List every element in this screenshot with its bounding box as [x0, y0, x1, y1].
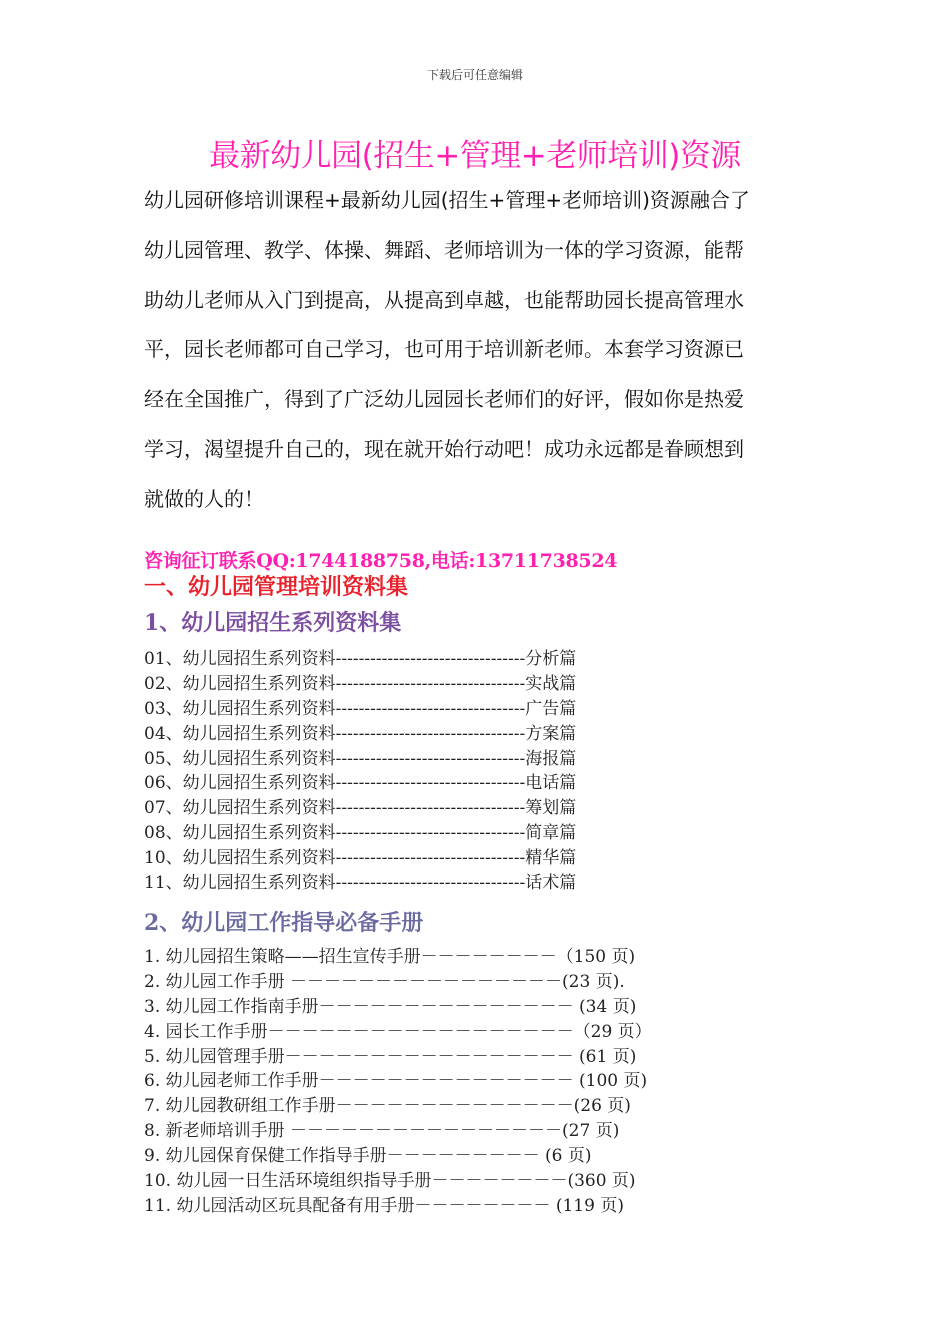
list-item: 03、幼儿园招生系列资料---------------------------------广告篇 [144, 698, 577, 719]
contact-info: 咨询征订联系QQ:1744188758,电话:13711738524 [144, 550, 618, 572]
list-item: 4. 园长工作手册－－－－－－－－－－－－－－－－－－（29 页） [144, 1021, 652, 1042]
list-item: 02、幼儿园招生系列资料---------------------------------实战篇 [144, 673, 577, 694]
subsection-heading-enrollment: 1、幼儿园招生系列资料集 [144, 610, 402, 636]
list-item: 1. 幼儿园招生策略——招生宣传手册－－－－－－－－（150 页) [144, 947, 636, 967]
list-item: 6. 幼儿园老师工作手册－－－－－－－－－－－－－－－ (100 页) [144, 1071, 648, 1092]
list-item: 01、幼儿园招生系列资料---------------------------------分析篇 [144, 649, 577, 669]
list-item: 06、幼儿园招生系列资料---------------------------------电话篇 [144, 773, 577, 794]
intro-line: 就做的人的！ [144, 486, 264, 511]
list-item: 9. 幼儿园保育保健工作指导手册－－－－－－－－－ (6 页) [144, 1146, 592, 1167]
list-item: 05、幼儿园招生系列资料---------------------------------海报篇 [144, 748, 577, 769]
document-title: 最新幼儿园(招生+管理+老师培训)资源 [209, 138, 741, 174]
list-item: 04、幼儿园招生系列资料---------------------------------方案篇 [144, 723, 577, 744]
intro-line: 幼儿园研修培训课程+最新幼儿园(招生+管理+老师培训)资源融合了 [144, 188, 750, 212]
list-item: 11、幼儿园招生系列资料---------------------------------话术篇 [144, 873, 577, 894]
list-item: 5. 幼儿园管理手册－－－－－－－－－－－－－－－－－ (61 页) [144, 1046, 637, 1067]
intro-line: 幼儿园管理、教学、体操、舞蹈、老师培训为一体的学习资源，能帮 [144, 237, 744, 262]
list-item: 3. 幼儿园工作指南手册－－－－－－－－－－－－－－－ (34 页) [144, 996, 637, 1017]
subsection-heading-handbooks: 2、幼儿园工作指导必备手册 [144, 910, 424, 936]
list-item: 10、幼儿园招生系列资料---------------------------------精华篇 [144, 848, 577, 869]
intro-line: 助幼儿老师从入门到提高，从提高到卓越，也能帮助园长提高管理水 [144, 287, 744, 312]
list-item: 11. 幼儿园活动区玩具配备有用手册－－－－－－－－ (119 页) [144, 1195, 624, 1216]
list-item: 07、幼儿园招生系列资料---------------------------------筹划篇 [144, 798, 577, 819]
list-item: 7. 幼儿园教研组工作手册－－－－－－－－－－－－－－(26 页) [144, 1096, 631, 1117]
handbook-list [144, 945, 652, 1219]
intro-line: 平，园长老师都可自己学习，也可用于培训新老师。本套学习资源已 [144, 337, 744, 362]
list-item: 10. 幼儿园一日生活环境组织指导手册－－－－－－－－(360 页) [144, 1171, 636, 1192]
intro-line: 学习，渴望提升自己的，现在就开始行动吧！成功永远都是眷顾想到 [144, 436, 744, 461]
intro-line: 经在全国推广，得到了广泛幼儿园园长老师们的好评，假如你是热爱 [144, 387, 744, 412]
list-item: 8. 新老师培训手册 －－－－－－－－－－－－－－－－(27 页) [144, 1121, 620, 1142]
list-item: 2. 幼儿园工作手册 －－－－－－－－－－－－－－－－(23 页). [144, 971, 625, 992]
list-item: 08、幼儿园招生系列资料---------------------------------简章篇 [144, 823, 577, 844]
enrollment-list [144, 647, 576, 896]
intro-paragraph [144, 176, 799, 525]
section-heading: 一、幼儿园管理培训资料集 [144, 574, 409, 600]
header-note: 下载后可任意编辑 [426, 68, 523, 82]
